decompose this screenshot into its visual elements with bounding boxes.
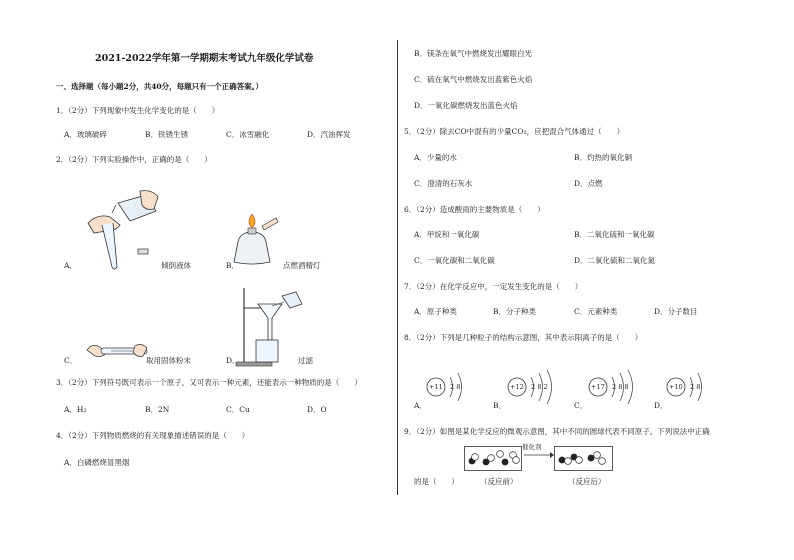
question-8-option-b: B．	[493, 401, 507, 410]
question-6-option-b: B．二氧化硫和一氧化碳	[574, 230, 655, 239]
question-6-stem: 6．（2分）造成酸雨的主要物质是（ ）	[404, 205, 545, 214]
question-2-option-d: D．	[226, 356, 240, 365]
question-5-option-d: D．点燃	[574, 179, 603, 188]
question-7-option-a: A．原子种类	[414, 307, 457, 316]
question-1-stem: 1．（2分）下列现象中发生化学变化的是（ ）	[56, 106, 220, 115]
question-2-caption-a: 倾倒液体	[161, 261, 191, 270]
question-2-caption-d: 过滤	[298, 356, 313, 365]
question-8-stem: 8．（2分）下列是几种粒子的结构示意图，其中表示阳离子的是（ ）	[404, 333, 643, 342]
question-4-option-c: C．硫在氧气中燃烧发出蓝紫色火焰	[414, 75, 533, 84]
atom-d-shells: 2 8	[690, 383, 701, 391]
question-1-option-d: D．汽油挥发	[307, 130, 351, 139]
after-reaction-label: （反应后）	[568, 477, 606, 486]
question-9-stem-cont: 的是（ ）	[414, 477, 459, 486]
question-4-option-b: B．镁条在氧气中燃烧发出耀眼白光	[414, 49, 533, 58]
filtration-illustration	[236, 286, 306, 368]
question-1-option-c: C．冰雪融化	[226, 130, 270, 139]
question-2-option-a: A．	[64, 261, 77, 270]
question-2-option-b: B．	[226, 261, 240, 270]
pouring-liquid-illustration	[80, 185, 190, 270]
question-2-option-c: C．	[64, 356, 78, 365]
question-3-option-b: B．2N	[145, 405, 170, 414]
powder-tube-illustration	[85, 340, 155, 362]
atom-b-shells: 2 8 2	[531, 383, 548, 391]
before-reaction-label: （反应前）	[480, 477, 518, 486]
atom-a-nucleus: +11	[429, 383, 443, 391]
question-3-option-c: C．Cu	[226, 405, 250, 414]
question-6-option-c: C．一氧化碳和二氧化碳	[414, 256, 495, 265]
question-2-caption-b: 点燃酒精灯	[283, 261, 321, 270]
atom-c-nucleus: +17	[591, 383, 605, 391]
question-7-option-d: D．分子数目	[654, 307, 698, 316]
question-8-option-d: D．	[654, 401, 668, 410]
atom-b-nucleus: +12	[510, 383, 524, 391]
question-9-stem: 9．（2分）如图是某化学反应的微观示意图，其中不同的圆球代表不同原子。下列说法中正确	[404, 427, 710, 436]
question-4-stem: 4．（2分）下列物质燃烧的有关现象描述错误的是（ ）	[56, 431, 250, 440]
question-6-option-d: D．二氧化硫和二氧化氮	[574, 256, 656, 265]
page-title: 2021-2022学年第一学期期末考试九年级化学试卷	[95, 53, 314, 64]
question-7-option-c: C．元素种类	[574, 307, 618, 316]
atom-d-nucleus: +10	[669, 383, 683, 391]
question-4-option-a: A．白磷燃烧冒黑烟	[64, 458, 130, 467]
question-5-option-a: A．少量的水	[414, 153, 457, 162]
section-heading: 一、选择题（每小题2分，共40分，每题只有一个正确答案。）	[56, 82, 263, 91]
question-8-option-a: A．	[414, 401, 427, 410]
question-5-option-c: C．澄清的石灰水	[414, 179, 473, 188]
question-6-option-a: A．甲烷和一氧化碳	[414, 230, 480, 239]
question-1-option-a: A．玻璃破碎	[64, 130, 107, 139]
catalyst-label: 催化剂	[522, 443, 542, 451]
question-4-option-d: D．一氧化碳燃烧发出蓝色火焰	[414, 101, 518, 110]
question-1-option-b: B．铁锈生锈	[145, 130, 189, 139]
atom-a-shells: 2 8	[450, 383, 461, 391]
question-8-option-c: C．	[574, 401, 588, 410]
atom-c-shells: 2 8 8	[612, 383, 629, 391]
question-7-option-b: B．分子种类	[493, 307, 537, 316]
alcohol-lamp-illustration	[232, 212, 282, 270]
question-3-option-a: A．H₂	[64, 405, 87, 414]
question-5-option-b: B．灼热的氧化铜	[574, 153, 633, 162]
question-3-option-d: D．O	[307, 405, 327, 414]
question-3-stem: 3．（2分）下列符号既可表示一个原子，又可表示一种元素，还能表示一种物质的是（ ）	[56, 378, 362, 387]
question-7-stem: 7．（2分）在化学反应中，一定发生变化的是（ ）	[404, 282, 583, 291]
question-2-caption-c: 取用固体粉末	[146, 356, 191, 365]
column-divider	[397, 40, 398, 495]
question-5-stem: 5．（2分）除去CO中混有的少量CO₂，应把混合气体通过（ ）	[404, 127, 625, 136]
question-2-stem: 2．（2分）下列实验操作中，正确的是（ ）	[56, 155, 212, 164]
